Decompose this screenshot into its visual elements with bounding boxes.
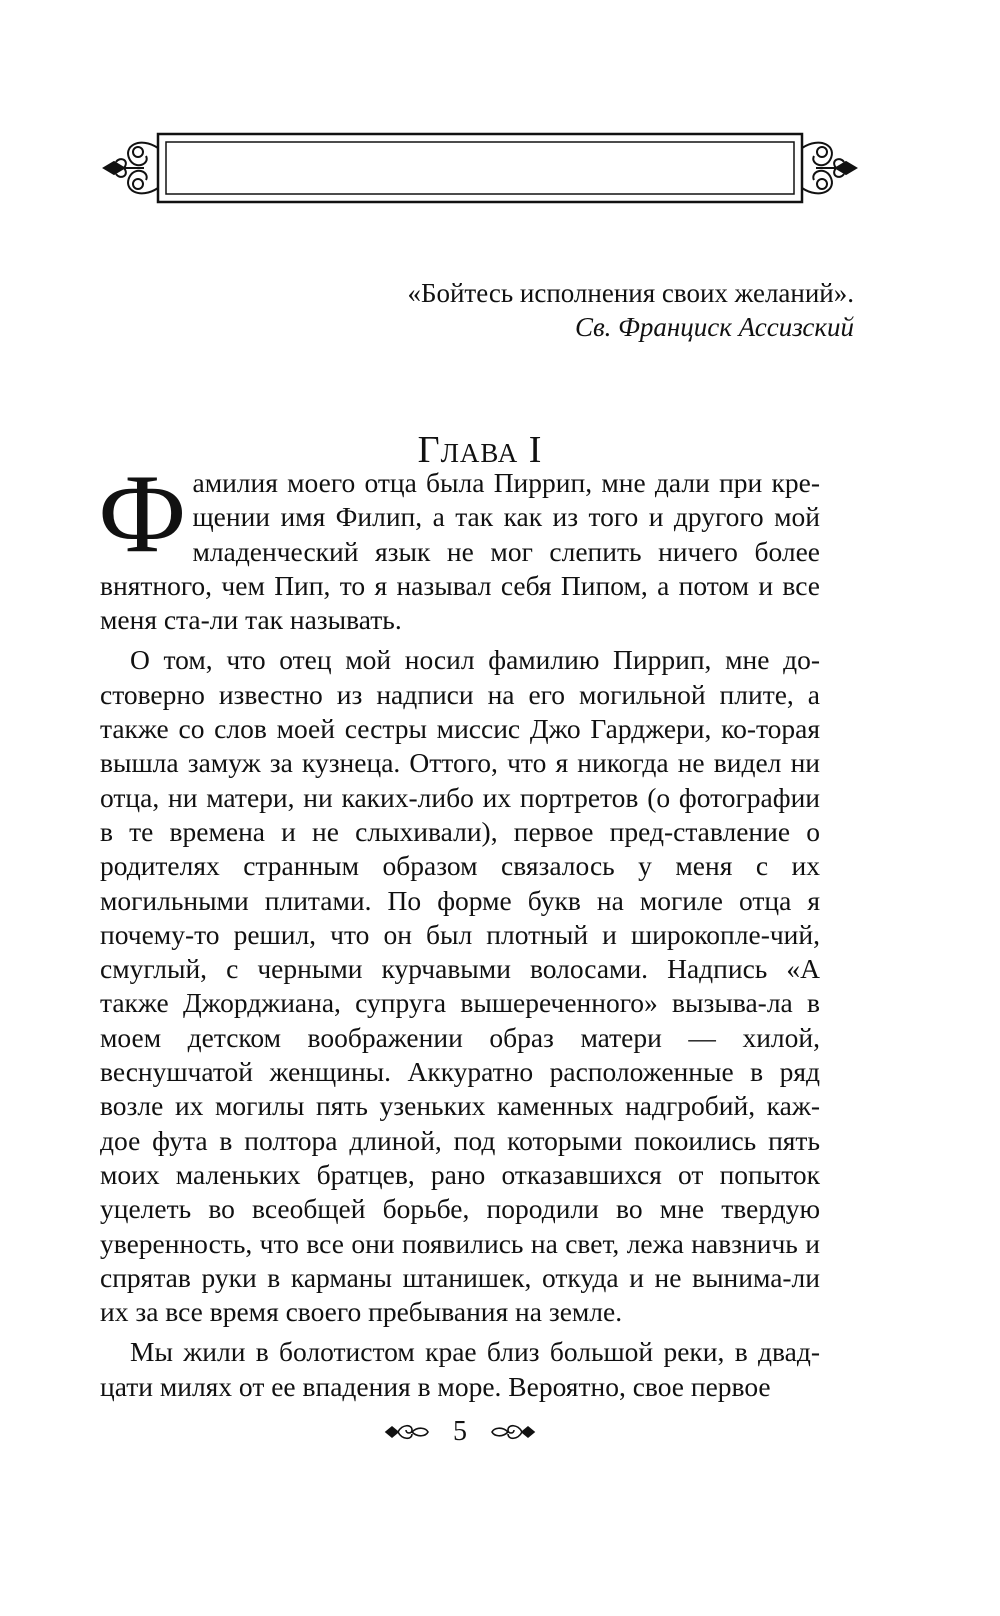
paragraph: Мы жили в болотистом крае близ большой реки, в двад-цати милях от ее впадения в море. Вероятно, свое первое	[100, 1336, 820, 1402]
page-number: 5	[453, 1415, 467, 1447]
epigraph-author: Св. Франциск Ассизский	[574, 312, 854, 342]
epigraph	[407, 276, 854, 344]
page-footer	[0, 1414, 920, 1448]
paragraph: О том, что отец мой носил фамилию Пиррип, мне до-стоверно известно из надписи на его могильной плите, а также со слов моей сестры миссис Джо Гарджери, ко-торая вышла замуж за кузнеца. Оттого, что я никогда не видел ни отца, ни матери, ни каких-либо их портретов (о фотографии в те времена и не слыхивали), первое пред-ставление о родителях странным образом связалось у меня с их могильными плитами. По форме букв на могиле отца я почему-то решил, что он был плотный и широкопле-чий, смуглый, с черными курчавыми волосами. Надпись «А также Джорджиана, супруга вышереченного» вызыва-ла в моем детском воображении образ матери — хилой, веснушчатой женщины. Аккуратно расположенные в ряд возле их могилы пять узеньких каменных надгробий, каж-дое фута в полтора длиной, под которыми покоились пять моих маленьких братцев, рано отказавшихся от попыток уцелеть во всеобщей борьбе, породили во мне твердую уверенность, что все они появились на свет, лежа навзничь и спрятав руки в карманы штанишек, откуда и не вынима-ли их за все время своего пребывания на земле.	[100, 644, 820, 1328]
footer-ornament-left-icon	[382, 1420, 432, 1444]
epigraph-quote: «Бойтесь исполнения своих желаний».	[407, 278, 854, 308]
header-ornament-frame	[100, 128, 860, 208]
paragraph	[98, 452, 820, 637]
chapter-title-rest: лава I	[440, 429, 543, 471]
footer-ornament-right-icon	[488, 1420, 538, 1444]
chapter-title-initial: Г	[417, 429, 441, 471]
chapter-body	[98, 452, 820, 1404]
drop-cap-letter: Ф	[98, 452, 187, 576]
paragraph-text: амилия моего отца была Пиррип, мне дали при кре-щении имя Филип, а так как из того и другого мой младенческий язык не мог слепить ничего более внятного, чем Пип, то я называл себя Пипом, а потом и все меня ста-ли так называть.	[100, 467, 820, 636]
